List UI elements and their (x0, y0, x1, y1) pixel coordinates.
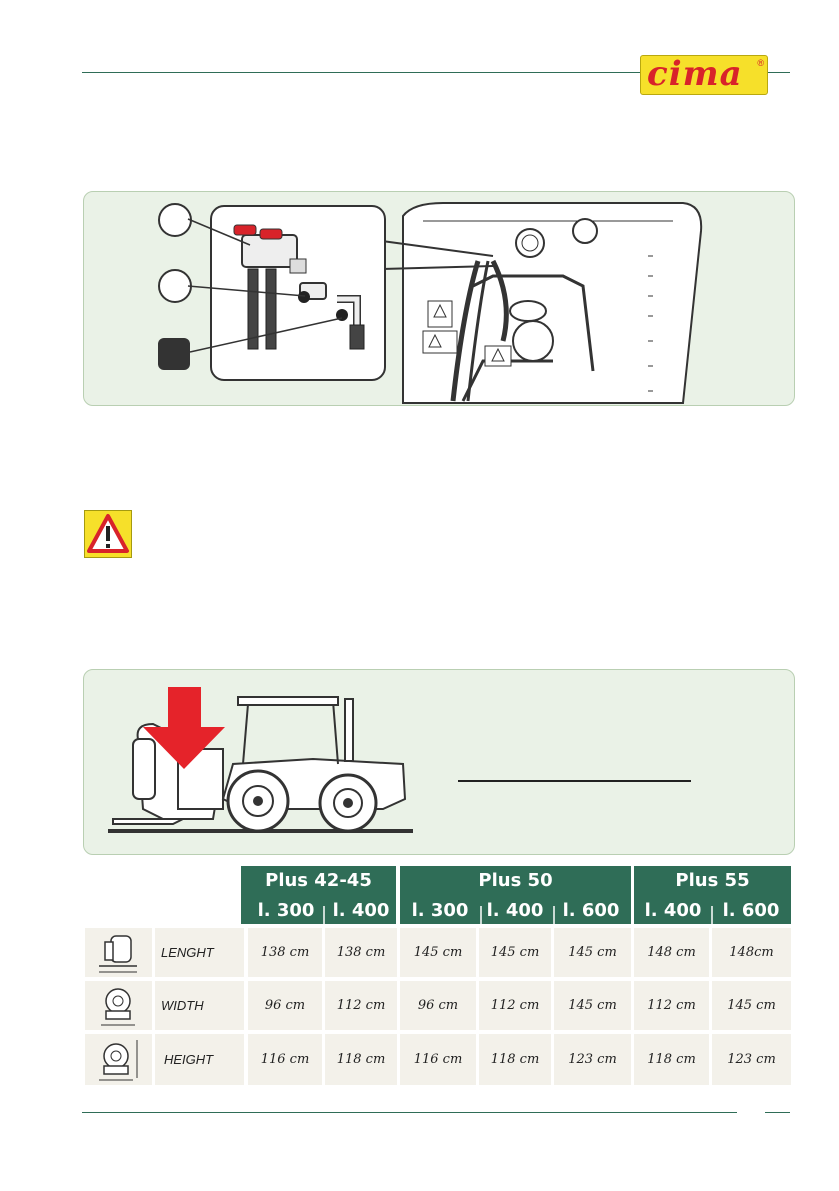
group-sub-2: l. 600 (562, 900, 620, 921)
warning-icon (84, 510, 132, 558)
sprayer-front-height-icon (85, 1034, 152, 1085)
warning-triangle-icon (85, 511, 131, 557)
table-cell: 145 cm (554, 981, 631, 1030)
sprayer-front-width-icon (85, 981, 152, 1030)
sprayer-side-icon (85, 928, 152, 977)
row-icon-width (85, 981, 152, 1030)
row-label-width: WIDTH (155, 981, 244, 1030)
table-cell: 148cm (712, 928, 791, 977)
row-label-length: LENGHT (155, 928, 244, 977)
row-icon-height (85, 1034, 152, 1085)
table-cell: 145 cm (712, 981, 791, 1030)
group-sub-1: l. 600 (722, 900, 780, 921)
group-name: Plus 55 (675, 870, 750, 891)
table-cell: 145 cm (400, 928, 476, 977)
table-cell: 145 cm (554, 928, 631, 977)
table-cell: 118 cm (325, 1034, 397, 1085)
table-cell: 112 cm (634, 981, 709, 1030)
group-name: Plus 42-45 (265, 870, 372, 891)
logo-text: cima (647, 54, 743, 94)
table-cell: 118 cm (634, 1034, 709, 1085)
group-sub-1: l. 400 (332, 900, 390, 921)
callout-leader-lines (0, 0, 839, 420)
table-cell: 96 cm (400, 981, 476, 1030)
row-icon-length (85, 928, 152, 977)
header-dividers (241, 900, 791, 924)
table-cell: 145 cm (479, 928, 551, 977)
table-cell: 118 cm (479, 1034, 551, 1085)
group-sub-1: l. 400 (486, 900, 544, 921)
group-sub-0: l. 300 (257, 900, 315, 921)
footer-rule-short (765, 1112, 790, 1113)
tractor-sprayer-illustration (83, 669, 793, 853)
table-cell: 148 cm (634, 928, 709, 977)
group-sub-0: l. 400 (644, 900, 702, 921)
table-cell: 112 cm (325, 981, 397, 1030)
table-cell: 116 cm (248, 1034, 322, 1085)
table-cell: 138 cm (325, 928, 397, 977)
table-cell: 96 cm (248, 981, 322, 1030)
table-cell: 123 cm (712, 1034, 791, 1085)
group-sub-0: l. 300 (411, 900, 469, 921)
table-cell: 138 cm (248, 928, 322, 977)
group-name: Plus 50 (478, 870, 553, 891)
footer-rule (82, 1112, 737, 1113)
table-cell: 112 cm (479, 981, 551, 1030)
row-label-height: HEIGHT (155, 1034, 244, 1085)
table-cell: 123 cm (554, 1034, 631, 1085)
logo-registered-mark: ® (757, 58, 764, 68)
table-cell: 116 cm (400, 1034, 476, 1085)
